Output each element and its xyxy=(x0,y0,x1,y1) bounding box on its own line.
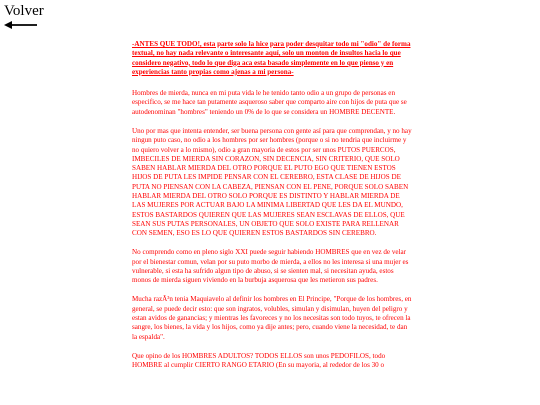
paragraph: Que opino de los HOMBRES ADULTOS? TODOS ELLOS son unos PEDOFILOS, todo HOMBRE al cumplir CIERTO RANGO ETARIO (En su mayoria, al rededor de los 30 o xyxy=(132,351,386,370)
left-arrow-icon xyxy=(4,21,38,29)
back-label: Volver xyxy=(4,3,44,19)
paragraph: Mucha razÃ³n tenia Maquiavelo al definir los hombres en El Principe, "Porque de los hombres, en general, se puede decir esto: que son ingratos, volubles, simulan y disimulan, huyen del peligro y estan avidos de ganancias; y mientras les favoreces y no los necesitas son todo tuyos, te ofrecen la sangre, los bienes, la vida y los hijos, como ya dije antes; pero, cuando viene la necesidad, te dan la espalda". xyxy=(132,295,412,341)
paragraph: Hombres de mierda, nunca en mi puta vida le he tenido tanto odio a un grupo de personas en especifico, se me hace tan putamente asqueroso saber que comparto aire con hijos de puta que se autodenominan "hombres" teniendo un 0% de lo que se considera un HOMBRE DECENTE. xyxy=(132,89,407,116)
paragraph: No comprendo como en pleno siglo XXI puede seguir habiendo HOMBRES que en vez de velar por el bienestar comun, velan por su puto morbo de mierda, a ellos no les interesa si una mujer es vulnerable, si esta ha sufrido algun tipo de abuso, si se sienten mal, si necesitan ayuda, estos monos de mierda siguen viviendo en la burbuja asquerosa que les metieron sus padres. xyxy=(132,248,409,285)
intro-disclaimer: -ANTES QUE TODO!, esta parte solo la hice para poder desquitar todo mi "odio" de forma textual, no hay nada relevante o interesante aquí, solo un monton de insultos hacia lo que considero negativo, todo lo que diga aca esta basado simplemente en lo que pienso y en experiencias tanto propias como ajenas a mi persona- xyxy=(132,40,411,76)
back-link[interactable] xyxy=(4,4,44,29)
article-body xyxy=(132,40,412,380)
paragraph: Uno por mas que intenta entender, ser buena persona con gente así para que comprendan, y no hay ningun puto caso, no odio a los hombres por ser hombres (porque o si no tendria que incluirme y no quiero volver a lo mismo), odio a gran mayoria de estos por ser unos PUTOS PUERCOS, IMBECILES DE MIERDA SIN CORAZON, SIN DECENCIA, SIN CRITERIO, QUE SOLO SABEN HABLAR MIERDA DEL OTRO PORQUE EL PUTO EGO QUE TIENEN ESTOS HIJOS DE PUTA LES IMPIDE PENSAR CON EL CEREBRO, ESTA CLASE DE HIJOS DE PUTA NO PIENSAN CON LA CABEZA, PIENSAN CON EL PENE, PORQUE SOLO SABEN HABLAR MIERDA DEL OTRO SOLO PORQUE ES DISTINTO Y HABLAR MIERDA DE LAS MUJERES POR ACTUAR BAJO LA MINIMA LIBERTAD QUE LES DA EL MUNDO, ESTOS BASTARDOS QUIEREN QUE LAS MUJERES SEAN ESCLAVAS DE ELLOS, QUE SEAN SUS PUTAS PERSONALES, UN OBJETO QUE SOLO EXISTE PARA RELLENAR CON SEMEN, ESO ES LO QUE QUIEREN ESTOS BASTARDOS SIN CEREBRO. xyxy=(132,126,412,238)
